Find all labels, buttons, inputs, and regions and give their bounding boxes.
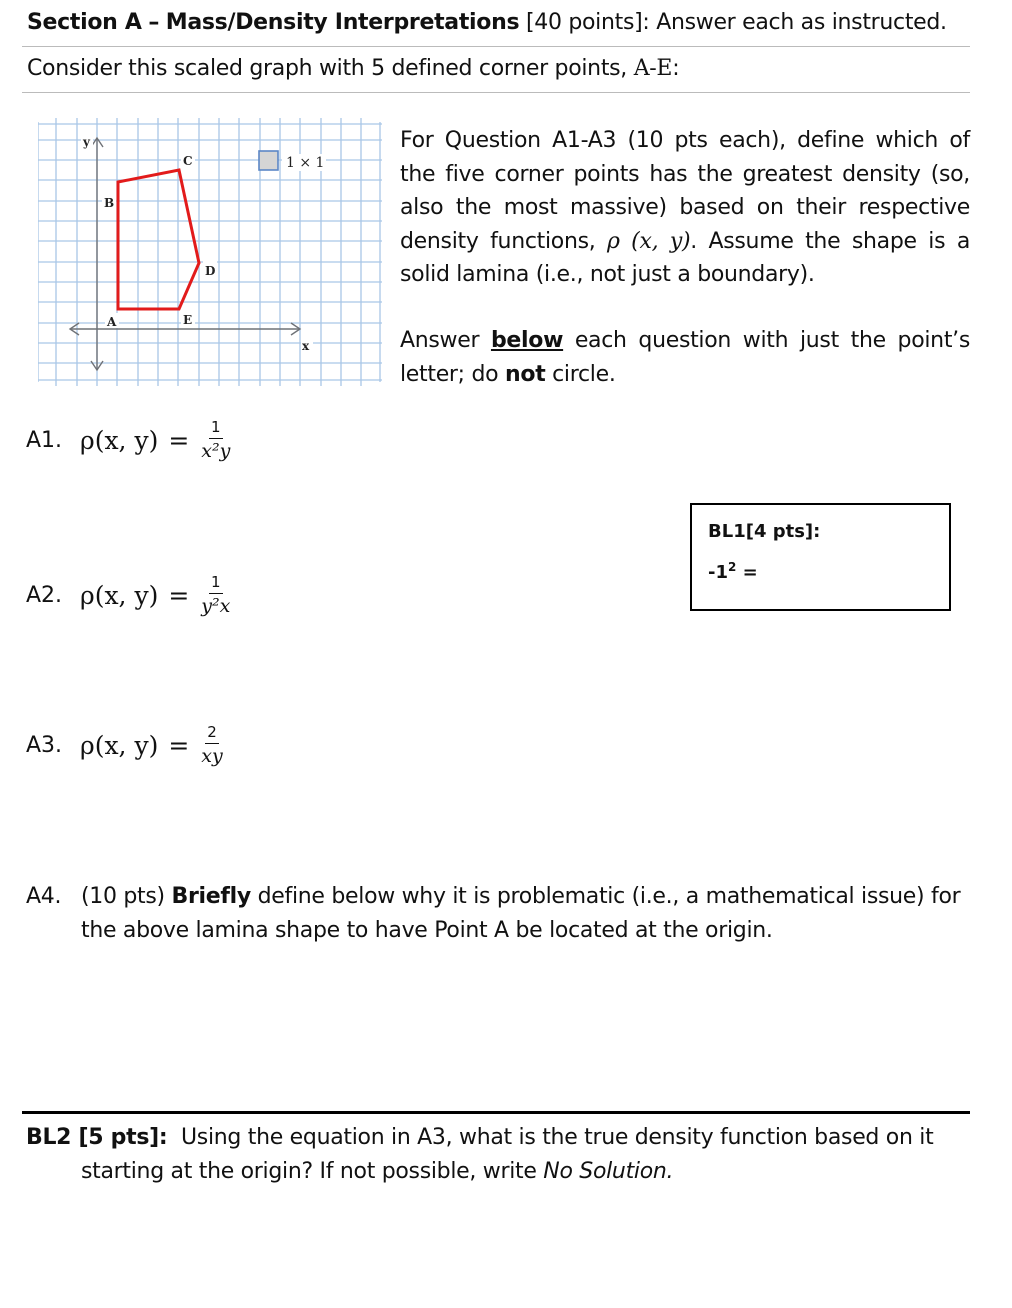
header-dash: – — [148, 10, 160, 35]
question-a2 — [26, 573, 230, 617]
density-lhs: ρ(x, y) — [80, 580, 159, 610]
density-lhs: ρ(x, y) — [80, 425, 159, 455]
fraction-denominator: xy — [201, 745, 223, 767]
a4-points: (10 pts) — [81, 884, 172, 909]
question-a4-text — [81, 880, 971, 948]
bl2-line2-text: starting at the origin? If not possible, write — [81, 1159, 544, 1184]
bonus-bl1-box — [690, 503, 951, 611]
question-label: A2. — [26, 582, 63, 608]
graph-axes — [70, 138, 300, 370]
bl2-no-solution: No Solution. — [543, 1159, 674, 1184]
answer-below-emphasis: below — [490, 328, 564, 353]
graph-intro-points: A-E — [633, 56, 673, 81]
point-d-label: D — [205, 264, 216, 278]
intro-divider — [22, 92, 970, 93]
density-function-symbol: ρ (x, y) — [607, 228, 691, 254]
point-a-label: A — [107, 315, 117, 329]
question-a3 — [26, 723, 223, 767]
instructions-part2: . Assume the shape is a solid lamina (i.e., not just a boundary). — [400, 228, 971, 288]
graph-intro-colon: : — [672, 56, 680, 81]
answer-instructions — [400, 324, 970, 391]
lamina-graph — [38, 118, 382, 386]
answer-not-emphasis: not — [505, 361, 546, 387]
fraction-denominator: x²y — [201, 440, 231, 462]
bonus-bl2-line1: Using the equation in A3, what is the true density function based on it — [181, 1125, 934, 1150]
density-lhs: ρ(x, y) — [80, 730, 159, 760]
y-axis-label: y — [83, 135, 90, 149]
density-fraction — [201, 723, 222, 767]
question-label: A1. — [26, 427, 63, 453]
graph-intro — [27, 56, 679, 81]
equals-sign: = — [168, 425, 190, 455]
answer-end: circle. — [545, 361, 616, 387]
bl1-equals: = — [736, 562, 758, 583]
point-c-label: C — [183, 154, 193, 168]
fraction-denominator: y²x — [201, 595, 231, 617]
x-axis-label: x — [302, 339, 310, 353]
equals-sign: = — [168, 580, 190, 610]
a4-briefly-emphasis: Briefly — [171, 884, 251, 909]
bl1-exponent: 2 — [728, 560, 737, 574]
bonus-bl1-title: BL1[4 pts]: — [708, 521, 821, 542]
graph-grid — [38, 118, 382, 386]
section-header — [27, 10, 947, 35]
instructions-part1: For Question A1-A3 (10 pts each), define which of the five corner points has the greatest density (so, also the most massive) based on their respective density functions, — [400, 128, 970, 254]
density-instructions — [400, 124, 970, 292]
fraction-numerator: 2 — [205, 723, 219, 744]
section-instruction: : Answer each as instructed. — [642, 10, 947, 35]
bonus-bl2-line2 — [81, 1155, 673, 1189]
section-points: [40 points] — [525, 10, 643, 35]
bonus-bl1-expression — [708, 560, 758, 583]
scale-square-icon — [259, 151, 278, 170]
bonus-bl2-divider — [22, 1111, 970, 1114]
density-fraction — [201, 418, 230, 462]
header-divider — [22, 46, 970, 47]
question-label: A3. — [26, 732, 63, 758]
bl1-base: -1 — [708, 562, 728, 583]
section-label: Section A — [27, 10, 142, 35]
point-b-label: B — [104, 196, 115, 210]
section-title: Mass/Density Interpretations — [165, 10, 520, 35]
graph-intro-text: Consider this scaled graph with 5 defined corner points, — [27, 56, 634, 81]
answer-mid: each question with just the point’s letter; do — [400, 328, 971, 387]
fraction-numerator: 1 — [209, 573, 223, 594]
point-e-label: E — [183, 313, 193, 327]
bonus-bl2-label: BL2 [5 pts]: — [26, 1125, 168, 1150]
a4-body: define below why it is problematic (i.e., a mathematical issue) for the above lamina shape to have Point A be located at the origin. — [81, 884, 961, 943]
answer-pre: Answer — [400, 328, 491, 353]
equals-sign: = — [168, 730, 190, 760]
question-label: A4. — [26, 884, 62, 909]
density-fraction — [201, 573, 230, 617]
scale-label: 1 × 1 — [286, 155, 325, 171]
question-a1 — [26, 418, 230, 462]
fraction-numerator: 1 — [209, 418, 223, 439]
